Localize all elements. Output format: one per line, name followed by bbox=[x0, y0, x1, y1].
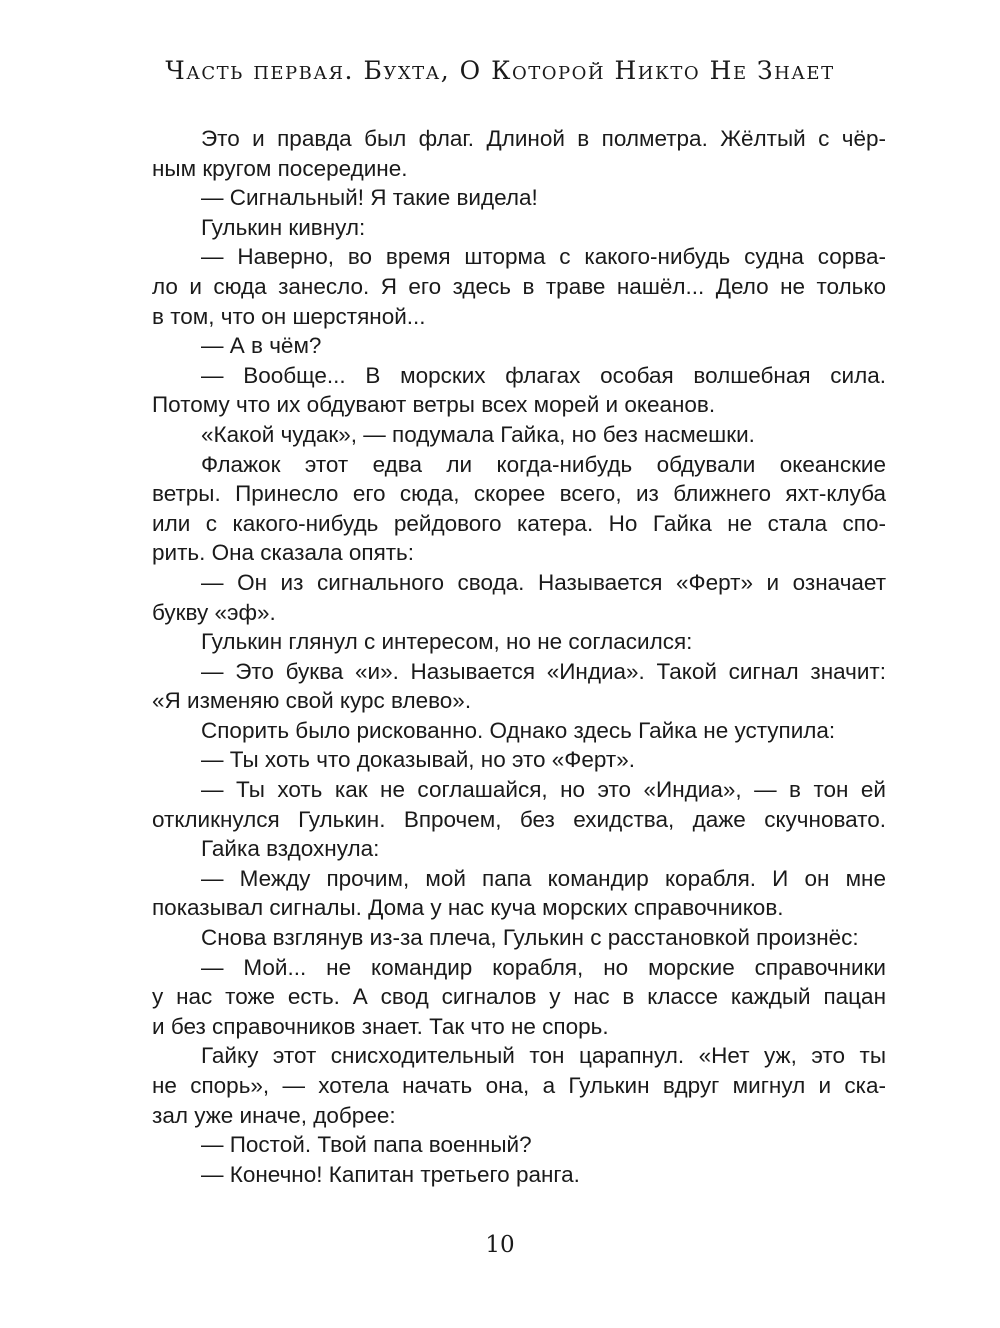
text-line: — Наверно, во время шторма с какого-нибудь судна сорва- bbox=[201, 244, 886, 270]
text-line: «Какой чудак», — подумала Гайка, но без насмешки. bbox=[201, 421, 755, 447]
text-line: зал уже иначе, добрее: bbox=[152, 1102, 396, 1128]
text-line: букву «эф». bbox=[152, 599, 276, 625]
text-line: — Это буква «и». Называется «Индиа». Такой сигнал значит: bbox=[201, 658, 886, 684]
running-header: Часть первая. Бухта, О Которой Никто Не Знает bbox=[165, 56, 835, 85]
text-line: рить. Она сказала опять: bbox=[152, 540, 415, 566]
text-line: «Я изменяю свой курс влево». bbox=[152, 688, 472, 714]
text-line: ло и сюда занесло. Я его здесь в траве нашёл... Дело не только bbox=[152, 273, 886, 299]
text-line: — Вообще... В морских флагах особая волшебная сила. bbox=[201, 362, 886, 388]
text-line: — Постой. Твой папа военный? bbox=[201, 1132, 532, 1158]
text-line: — Сигнальный! Я такие видела! bbox=[201, 185, 538, 211]
text-line: — Конечно! Капитан третьего ранга. bbox=[201, 1161, 580, 1187]
text-line: Гулькин кивнул: bbox=[201, 214, 366, 240]
text-line: в том, что он шерстяной... bbox=[152, 303, 426, 329]
text-line: не спорь», — хотела начать она, а Гулькин вдруг мигнул и ска- bbox=[152, 1073, 886, 1098]
text-line: Потому что их обдувают ветры всех морей и океанов. bbox=[152, 392, 716, 418]
text-line: Спорить было рискованно. Однако здесь Гайка не уступила: bbox=[201, 717, 836, 743]
text-line: Гулькин глянул с интересом, но не согласился: bbox=[201, 629, 693, 655]
body-text bbox=[152, 124, 886, 1189]
text-line: — Мой... не командир корабля, но морские справочники bbox=[201, 954, 886, 980]
text-line: Гайку этот снисходительный тон царапнул. «Нет уж, это ты bbox=[201, 1043, 886, 1069]
text-line: и без справочников знает. Так что не спорь. bbox=[152, 1013, 609, 1039]
text-line: показывал сигналы. Дома у нас куча морских справочников. bbox=[152, 895, 784, 921]
text-line: — А в чём? bbox=[201, 333, 322, 359]
text-line: — Ты хоть что доказывай, но это «Ферт». bbox=[201, 747, 635, 773]
text-line: Флажок этот едва ли когда-нибудь обдували океанские bbox=[201, 451, 886, 477]
text-line: Гайка вздохнула: bbox=[201, 836, 380, 862]
page-number: 10 bbox=[485, 1232, 515, 1258]
text-line: Снова взглянув из-за плеча, Гулькин с расстановкой произнёс: bbox=[201, 925, 859, 951]
text-line: или с какого-нибудь рейдового катера. Но Гайка не стала спо- bbox=[152, 510, 886, 536]
text-line: Это и правда был флаг. Длиной в полметра. Жёлтый с чёр- bbox=[201, 126, 886, 151]
text-line: — Между прочим, мой папа командир корабля. И он мне bbox=[201, 865, 886, 891]
text-line: ветры. Принесло его сюда, скорее всего, из ближнего яхт-клуба bbox=[152, 481, 886, 507]
text-line: — Он из сигнального свода. Называется «Ферт» и означает bbox=[201, 569, 886, 595]
text-line: ным кругом посередине. bbox=[152, 155, 408, 181]
text-line: у нас тоже есть. А свод сигналов у нас в классе каждый пацан bbox=[152, 984, 886, 1010]
text-line: — Ты хоть как не соглашайся, но это «Индиа», — в тон ей bbox=[201, 777, 886, 803]
text-line: откликнулся Гулькин. Впрочем, без ехидства, даже скучновато. bbox=[152, 806, 886, 832]
